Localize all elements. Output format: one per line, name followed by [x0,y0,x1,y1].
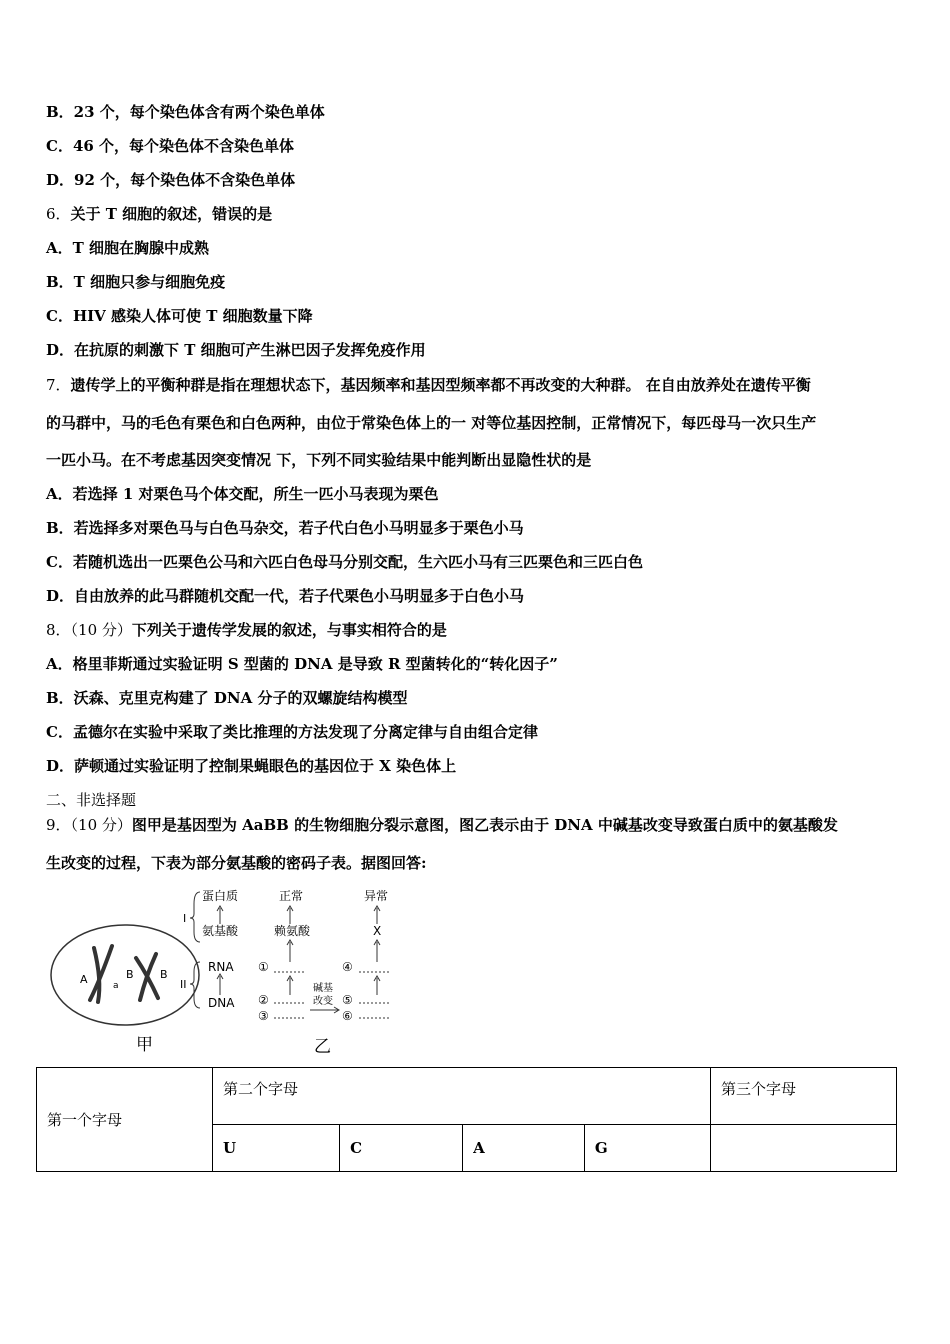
q6-option-a: A．T 细胞在胸腺中成熟 [46,239,210,257]
circled-4: ④ [342,960,353,974]
mutation-label-1: 碱基 [313,983,333,994]
q7-stem-line2: 的马群中，马的毛色有栗色和白色两种，由位于常染色体上的一 对等位基因控制，正常情况下，每匹母马一次只生产 [46,414,817,432]
q8-option-c: C．孟德尔在实验中采取了类比推理的方法发现了分离定律与自由组合定律 [46,723,538,741]
q9-stem-line1 [46,815,838,835]
table-second-letter: 第二个字母 [213,1068,711,1125]
table-base-c: C [340,1125,463,1172]
q5-option-d: D．92 个，每个染色体不含染色单体 [46,171,296,189]
flow-amino-acid: 氨基酸 [202,924,239,938]
q7-stem-line1 [46,375,811,395]
table-base-a: A [463,1125,585,1172]
roman-two: II [180,978,187,991]
label-abnormal: 异常 [364,889,389,903]
q6-option-d: D．在抗原的刺激下 T 细胞可产生淋巴因子发挥免疫作用 [46,341,426,359]
q8-number: 8． [46,621,71,639]
label-jia: 甲 [136,1035,153,1055]
q6-option-b: B．T 细胞只参与细胞免疫 [46,273,226,291]
q8-stem-text: 下列关于遗传学发展的叙述，与事实相符合的是 [131,621,447,639]
q6-stem [46,204,272,224]
q6-stem-text: 关于 T 细胞的叙述，错误的是 [70,205,273,223]
q5-option-b: B．23 个，每个染色体含有两个染色单体 [46,103,325,121]
q5-option-c: C．46 个，每个染色体不含染色单体 [46,137,295,155]
q6-number: 6． [46,205,71,223]
circled-5: ⑤ [342,993,353,1007]
label-yi: 乙 [314,1037,331,1057]
q7-option-d: D．自由放养的此马群随机交配一代，若子代栗色小马明显多于白色小马 [46,587,525,605]
q7-number: 7． [46,376,71,394]
circled-2: ② [258,993,269,1007]
q8-score: （10 分） [70,621,132,639]
circled-1: ① [258,960,269,974]
section-title: 二、非选择题 [46,791,137,809]
q9-score: （10 分） [70,816,132,834]
cell-label-a-upper: A [80,973,88,986]
roman-one: I [183,912,187,925]
label-normal: 正常 [279,889,304,903]
flow-rna: RNA [208,960,234,974]
table-empty-cell [711,1125,897,1172]
cell-label-b-right: B [160,968,168,981]
table-third-letter: 第三个字母 [711,1068,897,1125]
flow-dna: DNA [208,996,235,1010]
circled-6: ⑥ [342,1009,353,1023]
q7-option-a: A．若选择 1 对栗色马个体交配，所生一匹小马表现为栗色 [46,485,439,503]
label-x: X [373,924,382,938]
q8-option-d: D．萨顿通过实验证明了控制果蝇眼色的基因位于 X 染色体上 [46,757,457,775]
table-base-g: G [584,1125,710,1172]
codon-table [36,1067,897,1172]
label-lysine: 赖氨酸 [274,924,311,938]
q7-option-c: C．若随机选出一匹栗色公马和六匹白色母马分别交配，生六匹小马有三匹栗色和三匹白色 [46,553,643,571]
cell-label-b-left: B [126,968,134,981]
figure-jia-yi [46,880,406,1060]
q8-stem [46,620,447,640]
q7-stem-line3: 一匹小马。在不考虑基因突变情况 下，下列不同实验结果中能判断出显隐性状的是 [46,451,592,469]
table-first-letter: 第一个字母 [37,1068,213,1172]
q9-number: 9． [46,816,71,834]
q7-stem-text-1: 遗传学上的平衡种群是指在理想状态下，基因频率和基因型频率都不再改变的大种群。 在自由放养处在遗传平衡 [70,376,811,394]
q8-option-a: A．格里菲斯通过实验证明 S 型菌的 DNA 是导致 R 型菌转化的“转化因子” [46,655,558,673]
flow-protein: 蛋白质 [202,889,239,903]
q6-option-c: C．HIV 感染人体可使 T 细胞数量下降 [46,307,313,325]
mutation-label-2: 改变 [313,996,333,1007]
q8-option-b: B．沃森、克里克构建了 DNA 分子的双螺旋结构模型 [46,689,408,707]
q9-stem-text-1: 图甲是基因型为 AaBB 的生物细胞分裂示意图，图乙表示由于 DNA 中碱基改变导致蛋白质中的氨基酸发 [131,816,838,834]
cell-outline [51,925,199,1025]
q7-option-b: B．若选择多对栗色马与白色马杂交，若子代白色小马明显多于栗色小马 [46,519,524,537]
circled-3: ③ [258,1009,269,1023]
q9-stem-line2: 生改变的过程，下表为部分氨基酸的密码子表。据图回答: [46,854,427,872]
table-base-u: U [213,1125,340,1172]
cell-label-a-lower: a [113,981,119,991]
